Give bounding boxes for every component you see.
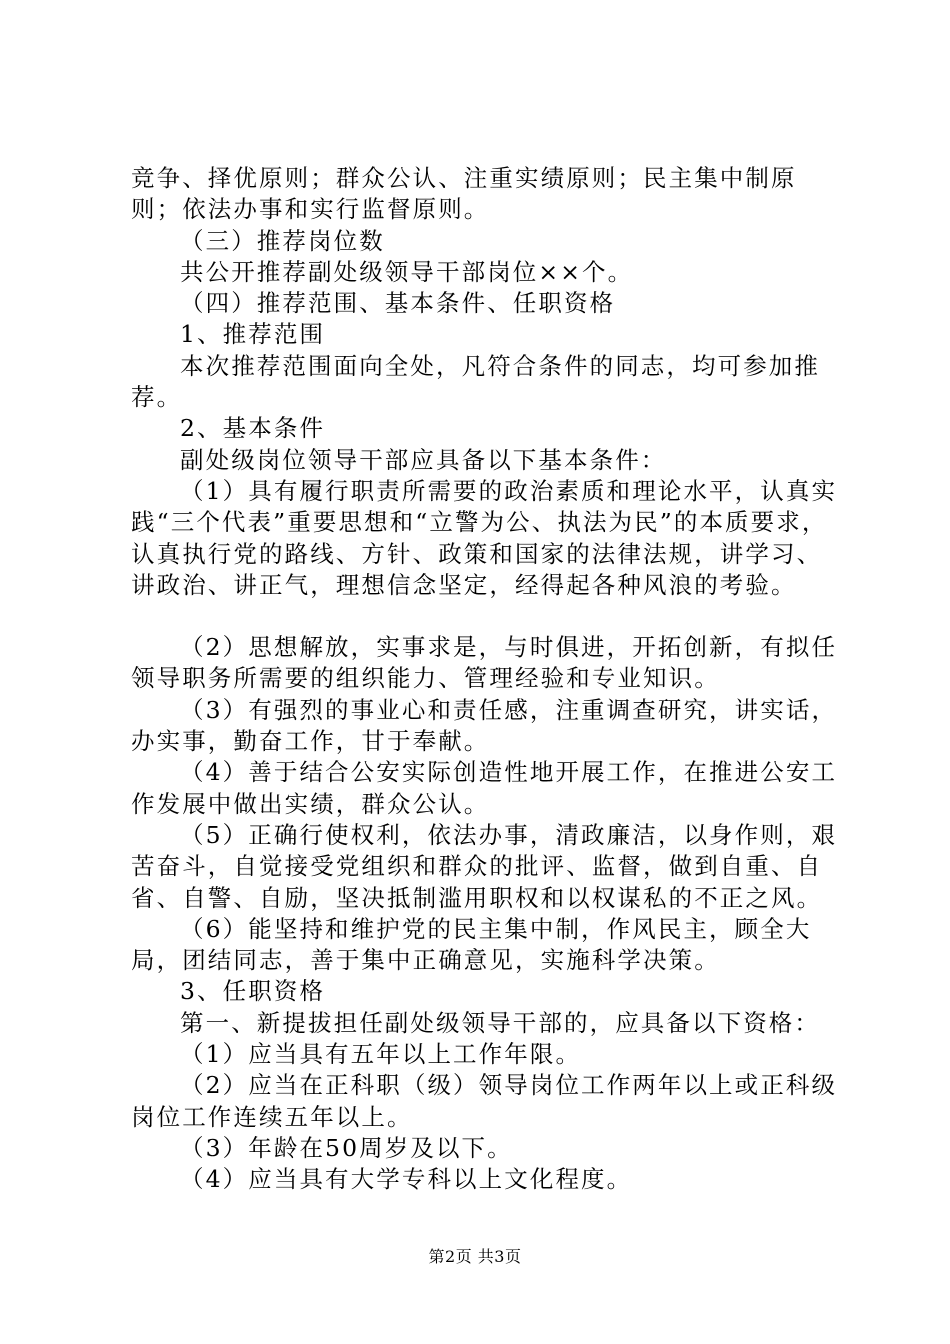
condition-5: （5）正确行使权利，依法办事，清政廉洁，以身作则，艰苦奋斗，自觉接受党组织和群众的批评、监督，做到自重、自省、自警、自励，坚决抵制滥用职权和以权谋私的不正之风。 xyxy=(131,820,838,912)
document-body xyxy=(131,163,846,1196)
condition-2: （2）思想解放，实事求是，与时俱进，开拓创新，有拟任领导职务所需要的组织能力、管理经验和专业知识。 xyxy=(131,633,838,693)
paragraph-principles: 竞争、择优原则；群众公认、注重实绩原则；民主集中制原则；依法办事和实行监督原则。 xyxy=(131,164,797,224)
condition-3: （3）有强烈的事业心和责任感，注重调查研究，讲实话，办实事，勤奋工作，甘于奉献。 xyxy=(131,695,838,756)
subheading-scope: 1、推荐范围 xyxy=(180,320,326,349)
paragraph-scope: 本次推荐范围面向全处，凡符合条件的同志，均可参加推荐。 xyxy=(131,351,820,412)
condition-4: （4）善于结合公安实际创造性地开展工作，在推进公安工作发展中做出实绩，群众公认。 xyxy=(131,758,838,818)
condition-1: （1）具有履行职责所需要的政治素质和理论水平，认真实践“三个代表”重要思想和“立警为公、执法为民”的本质要求，认真执行党的路线、方针、政策和国家的法律法规，讲学习、讲政治、讲正气，理想信念坚定，经得起各种风浪的考验。 xyxy=(131,476,838,599)
condition-6: （6）能坚持和维护党的民主集中制，作风民主，顾全大局，团结同志，善于集中正确意见，实施科学决策。 xyxy=(131,914,812,975)
paragraph-conditions-intro: 副处级岗位领导干部应具备以下基本条件： xyxy=(180,445,667,474)
paragraph-qualifications-intro: 第一、新提拔担任副处级领导干部的，应具备以下资格： xyxy=(180,1008,820,1037)
heading-3-positions: （三）推荐岗位数 xyxy=(180,226,385,255)
qualification-2: （2）应当在正科职（级）领导岗位工作两年以上或正科级岗位工作连续五年以上。 xyxy=(131,1071,838,1131)
page-footer: 第2页 共3页 xyxy=(428,1247,522,1266)
qualification-3: （3）年龄在50周岁及以下。 xyxy=(180,1133,513,1162)
qualification-4: （4）应当具有大学专科以上文化程度。 xyxy=(180,1165,633,1194)
subheading-qualifications: 3、任职资格 xyxy=(180,977,326,1006)
qualification-1: （1）应当具有五年以上工作年限。 xyxy=(180,1040,582,1069)
heading-4-scope: （四）推荐范围、基本条件、任职资格 xyxy=(180,289,616,318)
paragraph-positions-count: 共公开推荐副处级领导干部岗位××个。 xyxy=(180,257,634,286)
subheading-basic-conditions: 2、基本条件 xyxy=(180,414,326,443)
spacer xyxy=(131,601,846,632)
